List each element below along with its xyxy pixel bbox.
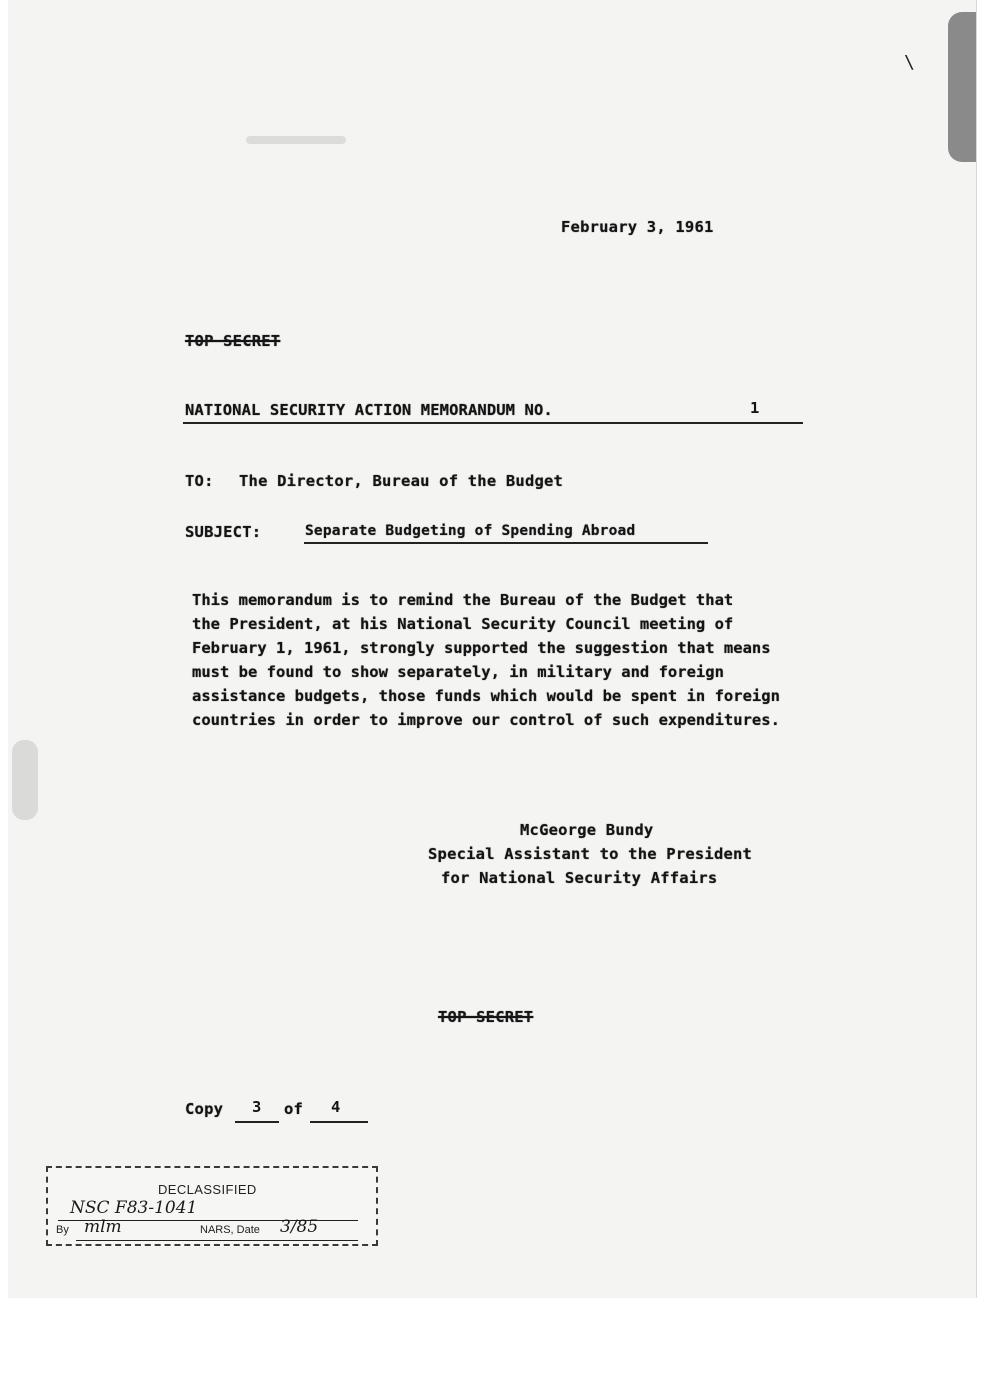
- declassified-stamp: [46, 1166, 378, 1246]
- stamp-title: DECLASSIFIED: [158, 1182, 257, 1197]
- body-line-1: This memorandum is to remind the Bureau of the Budget that: [192, 591, 734, 609]
- memo-title: NATIONAL SECURITY ACTION MEMORANDUM NO.: [185, 401, 553, 419]
- stamp-initials: mlm: [84, 1217, 122, 1237]
- subject-label: SUBJECT:: [185, 523, 262, 541]
- classification-top: TOP SECRET: [185, 332, 281, 350]
- body-line-3: February 1, 1961, strongly supported the suggestion that means: [192, 639, 771, 657]
- subject-underline: [304, 542, 708, 544]
- stamp-by-label: By: [56, 1224, 69, 1236]
- copy-total: 4: [331, 1098, 341, 1116]
- stamp-nars-label: NARS, Date: [200, 1224, 260, 1236]
- signature-title-1: Special Assistant to the President: [428, 845, 753, 863]
- to-label: TO:: [185, 472, 214, 490]
- copy-total-underline: [310, 1121, 368, 1123]
- stamp-date: 3/85: [280, 1217, 319, 1237]
- copy-of: of: [284, 1100, 304, 1118]
- body-line-4: must be found to show separately, in military and foreign: [192, 663, 724, 681]
- memo-number: 1: [750, 399, 760, 417]
- faded-mark: [246, 136, 346, 144]
- body-line-6: countries in order to improve our control of such expenditures.: [192, 711, 780, 729]
- body-line-5: assistance budgets, those funds which would be spent in foreign: [192, 687, 780, 705]
- page-mark: \: [904, 52, 915, 73]
- copy-label: Copy: [185, 1100, 224, 1118]
- copy-number-underline: [235, 1121, 279, 1123]
- classification-bottom: TOP SECRET: [438, 1008, 534, 1026]
- to-value: The Director, Bureau of the Budget: [239, 472, 564, 490]
- title-underline: [183, 422, 803, 424]
- signature-name: McGeorge Bundy: [520, 821, 654, 839]
- stamp-rule-2: [76, 1240, 358, 1241]
- copy-number: 3: [252, 1098, 262, 1116]
- edge-smudge: [12, 740, 38, 820]
- body-line-2: the President, at his National Security Council meeting of: [192, 615, 734, 633]
- memo-date: February 3, 1961: [561, 218, 714, 236]
- signature-title-2: for National Security Affairs: [441, 869, 718, 887]
- binder-tab: [948, 12, 977, 162]
- stamp-authority: NSC F83-1041: [70, 1198, 198, 1218]
- subject-value: Separate Budgeting of Spending Abroad: [305, 523, 636, 539]
- memo-page: [8, 0, 977, 1298]
